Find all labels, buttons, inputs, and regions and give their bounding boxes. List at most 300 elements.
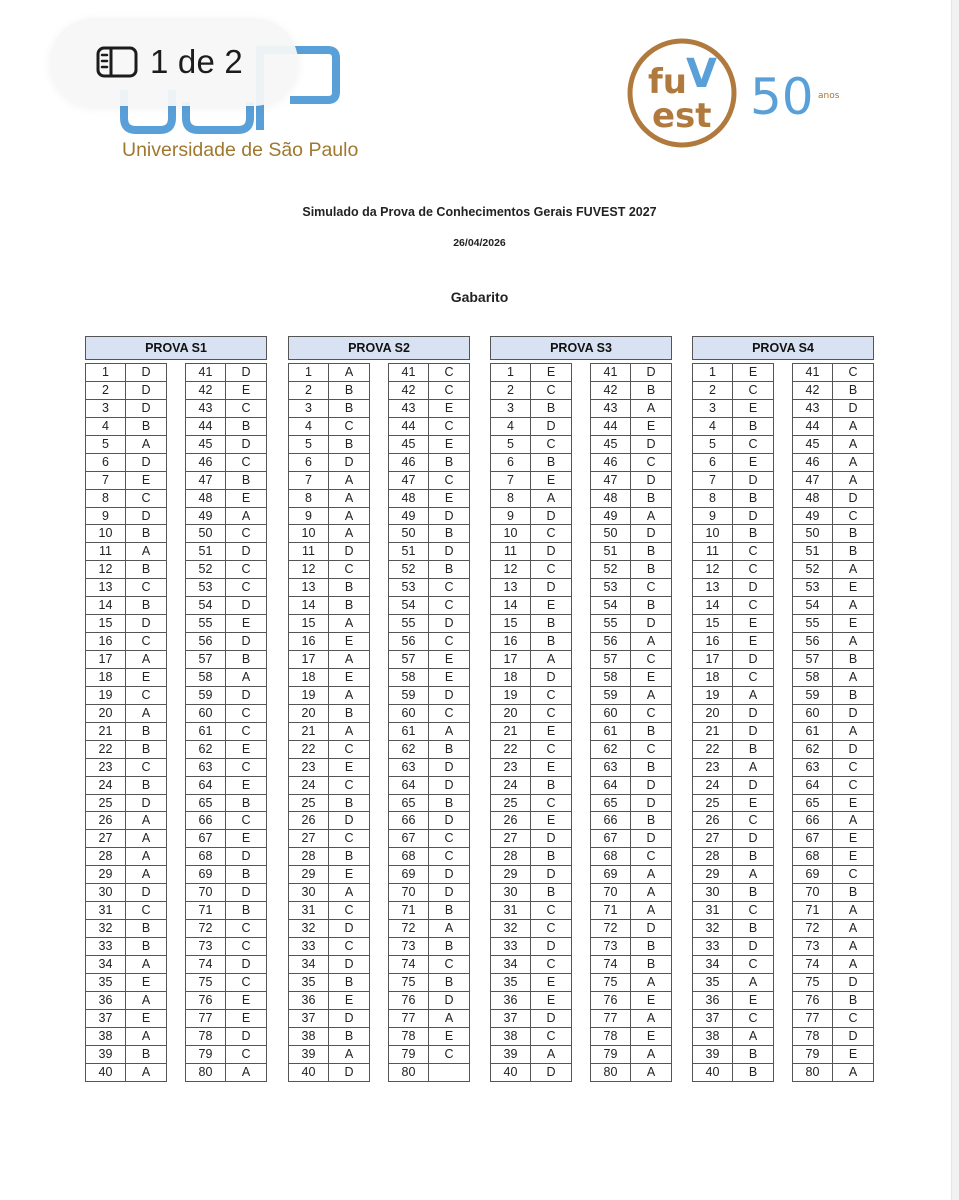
table-row [186, 417, 266, 435]
question-number: 68 [186, 848, 226, 865]
table-row [389, 829, 469, 847]
question-number: 66 [591, 812, 631, 829]
question-number: 1 [86, 364, 126, 381]
table-row [491, 632, 571, 650]
answer-letter: C [748, 813, 758, 828]
answer-letter: D [748, 777, 758, 792]
question-number: 71 [389, 902, 429, 919]
answer-letter: B [748, 921, 758, 936]
answer-letter: C [546, 921, 556, 936]
table-row [389, 489, 469, 507]
question-number: 44 [389, 418, 429, 435]
question-number: 59 [186, 687, 226, 704]
table-row [389, 811, 469, 829]
table-row [186, 668, 266, 686]
question-number: 22 [289, 741, 329, 758]
table-row [289, 381, 369, 399]
answer-letter: D [546, 1064, 556, 1079]
answer-letter: B [141, 418, 151, 433]
answer-letter: D [141, 365, 151, 379]
question-number: 67 [793, 830, 833, 847]
table-row [289, 955, 369, 973]
table-row [591, 740, 671, 758]
question-number: 34 [289, 956, 329, 973]
answer-letter: B [344, 705, 354, 720]
question-number: 51 [186, 543, 226, 560]
question-number: 15 [86, 615, 126, 632]
page-indicator[interactable] [50, 18, 298, 106]
answer-letter: B [848, 992, 858, 1007]
question-number: 48 [793, 490, 833, 507]
answer-letter: C [444, 849, 454, 864]
answer-table [490, 336, 672, 1082]
table-row [491, 399, 571, 417]
table-row [693, 847, 773, 865]
answer-letter: B [646, 598, 656, 613]
table-row [793, 919, 873, 937]
table-row [591, 865, 671, 883]
answer-letter: D [646, 616, 656, 631]
answer-letter: A [848, 562, 858, 577]
table-row [289, 578, 369, 596]
table-row [289, 489, 369, 507]
question-number: 51 [389, 543, 429, 560]
question-number: 71 [793, 902, 833, 919]
answer-letter: C [344, 939, 354, 953]
table-row [86, 614, 166, 632]
question-number: 80 [591, 1064, 631, 1081]
answer-letter: A [646, 1046, 656, 1061]
answer-letter: B [444, 974, 454, 989]
table-row [389, 901, 469, 919]
table-row [389, 937, 469, 955]
answer-letter: C [444, 365, 454, 379]
question-number: 43 [186, 400, 226, 417]
table-row [389, 740, 469, 758]
answer-letter: A [748, 974, 758, 989]
answer-letter: D [546, 580, 556, 595]
answer-letter: A [848, 418, 858, 433]
question-number: 31 [86, 902, 126, 919]
question-number: 58 [793, 669, 833, 686]
answer-column [692, 363, 774, 1082]
table-row [491, 453, 571, 471]
answer-letter: B [444, 939, 454, 953]
table-row [186, 471, 266, 489]
question-number: 79 [793, 1046, 833, 1063]
document-date: 26/04/2026 [453, 237, 506, 249]
question-number: 38 [491, 1028, 531, 1045]
question-number: 79 [186, 1046, 226, 1063]
question-number: 60 [793, 705, 833, 722]
question-number: 5 [491, 436, 531, 453]
question-number: 63 [591, 759, 631, 776]
table-row [389, 596, 469, 614]
answer-letter: B [546, 885, 556, 900]
answer-letter: A [748, 759, 758, 774]
answer-letter: E [546, 723, 556, 738]
question-number: 26 [693, 812, 733, 829]
table-row [491, 489, 571, 507]
question-number: 14 [86, 597, 126, 614]
table-row [186, 596, 266, 614]
question-number: 77 [793, 1010, 833, 1027]
table-row [591, 955, 671, 973]
answer-letter: D [848, 974, 858, 989]
answer-letter: C [546, 956, 556, 971]
question-number: 21 [491, 723, 531, 740]
answer-letter: E [546, 472, 556, 487]
question-number: 53 [186, 579, 226, 596]
table-row [693, 614, 773, 632]
answer-letter: D [344, 544, 354, 559]
question-number: 11 [289, 543, 329, 560]
question-number: 37 [693, 1010, 733, 1027]
answer-letter: E [646, 992, 656, 1007]
table-row [793, 471, 873, 489]
table-row [793, 435, 873, 453]
answer-letter: E [344, 634, 354, 649]
viewer-scrollbar[interactable] [951, 0, 959, 1200]
document-heading: Gabarito [450, 289, 509, 305]
question-number: 66 [389, 812, 429, 829]
answer-letter: E [241, 777, 251, 792]
table-row [693, 560, 773, 578]
answer-letter: B [444, 526, 454, 541]
table-row [793, 1063, 873, 1081]
table-row [793, 794, 873, 812]
table-row [389, 1009, 469, 1027]
table-row [793, 955, 873, 973]
question-number: 33 [491, 938, 531, 955]
answer-letter: E [848, 849, 858, 864]
question-number: 18 [693, 669, 733, 686]
question-number: 7 [86, 472, 126, 489]
answer-letter: C [141, 903, 151, 918]
answer-letter: E [748, 616, 758, 631]
table-row [186, 614, 266, 632]
question-number: 36 [693, 992, 733, 1009]
table-row [591, 811, 671, 829]
table-row [591, 1045, 671, 1063]
table-row [86, 507, 166, 525]
table-row [491, 901, 571, 919]
answer-letter: C [241, 813, 251, 828]
table-row [591, 435, 671, 453]
table-row [591, 614, 671, 632]
answer-letter: E [344, 669, 354, 684]
answer-letter: E [848, 616, 858, 631]
table-row [693, 507, 773, 525]
answer-letter: A [344, 652, 354, 666]
table-row [86, 740, 166, 758]
question-number: 14 [491, 597, 531, 614]
question-number: 23 [491, 759, 531, 776]
table-row [491, 650, 571, 668]
answer-letter: C [344, 903, 354, 918]
question-number: 39 [693, 1046, 733, 1063]
question-number: 46 [186, 454, 226, 471]
answer-letter: A [848, 956, 858, 971]
question-number: 21 [693, 723, 733, 740]
table-row [693, 363, 773, 381]
answer-letter: E [241, 831, 251, 846]
question-number: 23 [693, 759, 733, 776]
question-number: 71 [591, 902, 631, 919]
table-row [793, 507, 873, 525]
answer-column [288, 363, 370, 1082]
question-number: 10 [86, 525, 126, 542]
question-number: 72 [389, 920, 429, 937]
table-row [289, 668, 369, 686]
answer-letter: D [141, 885, 151, 900]
question-number: 74 [389, 956, 429, 973]
question-number: 33 [86, 938, 126, 955]
table-row [389, 381, 469, 399]
question-number: 17 [491, 651, 531, 668]
question-number: 77 [186, 1010, 226, 1027]
table-row [186, 542, 266, 560]
question-number: 19 [693, 687, 733, 704]
table-row [591, 847, 671, 865]
answer-letter: D [748, 472, 758, 487]
table-row [693, 955, 773, 973]
table-row [793, 776, 873, 794]
question-number: 1 [289, 364, 329, 381]
question-number: 24 [289, 777, 329, 794]
question-number: 29 [693, 866, 733, 883]
answer-letter: B [546, 454, 556, 469]
answer-letter: A [546, 652, 556, 666]
answer-letter: D [141, 616, 151, 631]
table-row [289, 937, 369, 955]
question-number: 41 [389, 364, 429, 381]
answer-letter: A [241, 669, 251, 684]
table-row [491, 668, 571, 686]
answer-letter: D [848, 490, 858, 505]
answer-letter: B [848, 687, 858, 702]
answer-letter: D [748, 939, 758, 953]
question-number: 37 [289, 1010, 329, 1027]
question-number: 59 [793, 687, 833, 704]
table-row [591, 489, 671, 507]
table-row [186, 363, 266, 381]
table-row [186, 686, 266, 704]
answer-letter: B [748, 741, 758, 756]
answer-letter: D [646, 526, 656, 541]
answer-letter: C [848, 365, 858, 379]
answer-letter: C [546, 1028, 556, 1043]
answer-letter: A [748, 1028, 758, 1043]
table-row [289, 865, 369, 883]
table-row [86, 1045, 166, 1063]
answer-letter: A [646, 903, 656, 918]
question-number: 40 [491, 1064, 531, 1081]
question-number: 7 [491, 472, 531, 489]
table-row [389, 865, 469, 883]
question-number: 49 [389, 508, 429, 525]
answer-letter: A [646, 885, 656, 900]
table-row [86, 381, 166, 399]
question-number: 5 [86, 436, 126, 453]
question-number: 62 [591, 741, 631, 758]
table-row [591, 381, 671, 399]
question-number: 70 [793, 884, 833, 901]
question-number: 8 [289, 490, 329, 507]
answer-letter: C [444, 580, 454, 595]
answer-letter: C [141, 687, 151, 702]
answer-letter: C [546, 687, 556, 702]
question-number: 48 [389, 490, 429, 507]
answer-letter: D [646, 365, 656, 379]
question-number: 79 [389, 1046, 429, 1063]
question-number: 64 [389, 777, 429, 794]
question-number: 11 [491, 543, 531, 560]
answer-letter: A [646, 687, 656, 702]
question-number: 47 [793, 472, 833, 489]
question-number: 19 [86, 687, 126, 704]
answer-letter: A [646, 1010, 656, 1025]
table-row [793, 524, 873, 542]
question-number: 13 [289, 579, 329, 596]
answer-letter: B [748, 526, 758, 541]
table-row [86, 901, 166, 919]
question-number: 16 [86, 633, 126, 650]
question-number: 69 [389, 866, 429, 883]
answer-letter: B [141, 598, 151, 613]
answer-letter: A [848, 472, 858, 487]
answer-letter: D [141, 454, 151, 469]
answer-letter: C [241, 705, 251, 720]
answer-letter: C [241, 921, 251, 936]
answer-letter: D [848, 705, 858, 720]
table-row [491, 937, 571, 955]
question-number: 57 [186, 651, 226, 668]
answer-letter: E [748, 634, 758, 649]
question-number: 19 [491, 687, 531, 704]
answer-letter: D [546, 831, 556, 846]
question-number: 32 [693, 920, 733, 937]
table-row [389, 650, 469, 668]
question-number: 18 [86, 669, 126, 686]
table-row [793, 901, 873, 919]
answer-letter: E [748, 795, 758, 810]
table-row [86, 919, 166, 937]
table-row [289, 740, 369, 758]
answer-letter: B [141, 562, 151, 577]
question-number: 39 [289, 1046, 329, 1063]
table-row [186, 901, 266, 919]
answer-letter: C [546, 562, 556, 577]
question-number: 75 [591, 974, 631, 991]
table-row [186, 811, 266, 829]
answer-letter: C [848, 867, 858, 882]
table-row [86, 776, 166, 794]
answer-letter: A [646, 974, 656, 989]
table-row [289, 919, 369, 937]
table-row [289, 596, 369, 614]
answer-letter: B [241, 472, 251, 487]
answer-letter: D [344, 813, 354, 828]
question-number: 61 [389, 723, 429, 740]
answer-letter: A [444, 1010, 454, 1025]
question-number: 26 [289, 812, 329, 829]
question-number: 50 [389, 525, 429, 542]
question-number: 43 [389, 400, 429, 417]
answer-letter: B [848, 382, 858, 397]
answer-letter: B [241, 795, 251, 810]
answer-letter: E [546, 813, 556, 828]
question-number: 50 [591, 525, 631, 542]
question-number: 27 [289, 830, 329, 847]
answer-letter: D [344, 1010, 354, 1025]
question-number: 45 [793, 436, 833, 453]
answer-letter: D [444, 544, 454, 559]
question-number: 3 [491, 400, 531, 417]
answer-letter: E [344, 867, 354, 882]
answer-letter: C [546, 705, 556, 720]
table-row [186, 399, 266, 417]
answer-letter: C [241, 939, 251, 953]
table-row [186, 919, 266, 937]
question-number: 3 [289, 400, 329, 417]
question-number: 36 [491, 992, 531, 1009]
answer-letter: D [444, 508, 454, 523]
answer-letter: D [444, 759, 454, 774]
table-row [389, 955, 469, 973]
table-row [793, 704, 873, 722]
answer-letter: E [444, 436, 454, 451]
question-number: 2 [86, 382, 126, 399]
table-row [389, 417, 469, 435]
question-number: 21 [289, 723, 329, 740]
table-row [86, 1009, 166, 1027]
table-row [491, 883, 571, 901]
table-row [793, 632, 873, 650]
question-number: 57 [591, 651, 631, 668]
table-row [289, 614, 369, 632]
table-row [693, 722, 773, 740]
table-row [389, 1045, 469, 1063]
table-row [591, 524, 671, 542]
table-row [491, 991, 571, 1009]
question-number: 15 [491, 615, 531, 632]
table-row [591, 794, 671, 812]
table-row [491, 794, 571, 812]
answer-letter: C [141, 580, 151, 595]
table-row [491, 417, 571, 435]
table-row [86, 865, 166, 883]
table-row [389, 794, 469, 812]
question-number: 16 [491, 633, 531, 650]
answer-letter: A [141, 652, 151, 666]
answer-letter: C [546, 526, 556, 541]
question-number: 78 [591, 1028, 631, 1045]
table-row [86, 417, 166, 435]
question-number: 62 [389, 741, 429, 758]
answer-letter: E [444, 1028, 454, 1043]
table-row [86, 686, 166, 704]
answer-letter: B [444, 741, 454, 756]
answer-letter: A [344, 508, 354, 523]
table-row [793, 399, 873, 417]
table-row [389, 471, 469, 489]
question-number: 75 [389, 974, 429, 991]
answer-letter: D [241, 956, 251, 971]
table-row [793, 847, 873, 865]
question-number: 45 [186, 436, 226, 453]
question-number: 30 [491, 884, 531, 901]
